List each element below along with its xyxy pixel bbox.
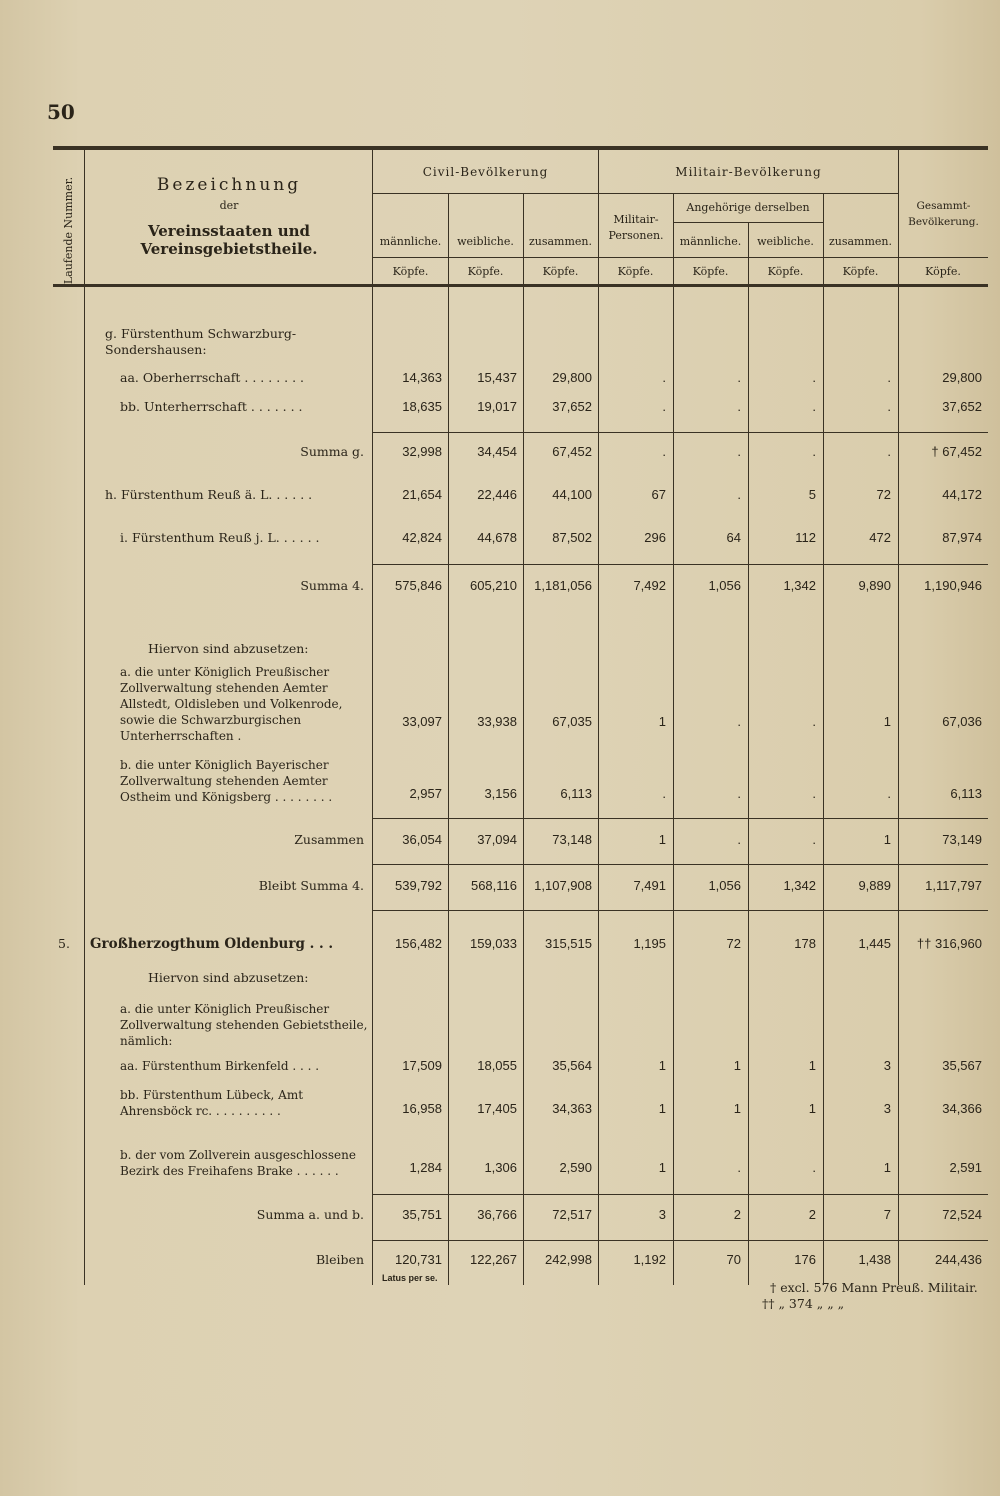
table-cell: 2 (733, 1207, 741, 1222)
table-cell: 176 (794, 1252, 816, 1267)
table-cell: . (812, 1160, 816, 1175)
table-cell: 44,100 (552, 487, 592, 502)
row-label-i: i. Fürstenthum Reuß j. L. . . . . . (120, 530, 320, 545)
militair-male-header: männliche. (679, 235, 742, 248)
table-cell: . (812, 714, 816, 729)
militair-total-header: zusammen. (828, 235, 893, 248)
table-cell: 73,148 (552, 832, 592, 847)
angehoerige-header: Angehörige derselben (686, 201, 810, 214)
koepfe-header-5: Köpfe. (692, 265, 729, 278)
table-cell: 122,267 (470, 1252, 517, 1267)
table-cell: 21,654 (402, 487, 442, 502)
civil-male-header: männliche. (379, 235, 442, 248)
row-label-g-bb: bb. Unterherrschaft . . . . . . . (120, 399, 303, 414)
table-cell: 1,342 (783, 578, 816, 593)
row-label-a-gebietstheile: a. die unter Königlich Preußischer Zollverwaltung stehenden Gebietstheile, nämlich: (120, 1002, 368, 1048)
table-cell: 5 (808, 487, 816, 502)
table-cell: . (662, 399, 666, 414)
table-cell: 33,938 (477, 714, 517, 729)
row-label-oldenburg: Großherzogthum Oldenburg . . . (90, 936, 334, 952)
row-label-hiervon-2: Hiervon sind abzusetzen: (148, 970, 309, 985)
sum-rule-4 (373, 564, 988, 565)
table-cell: 35,567 (942, 1058, 982, 1073)
row-label-h: h. Fürstenthum Reuß ä. L. . . . . . (105, 487, 313, 502)
table-cell: 73,149 (942, 832, 982, 847)
table-cell: 87,502 (552, 530, 592, 545)
table-cell: . (662, 786, 666, 801)
table-cell: 36,766 (477, 1207, 517, 1222)
table-cell: . (737, 444, 741, 459)
table-cell: 42,824 (402, 530, 442, 545)
table-cell: 7,491 (633, 878, 666, 893)
table-cell: . (662, 444, 666, 459)
row-label-summa-4: Summa 4. (300, 578, 364, 593)
table-cell: 539,792 (395, 878, 442, 893)
table-cell: 1,107,908 (534, 878, 592, 893)
row-label-birkenfeld: aa. Fürstenthum Birkenfeld . . . . (120, 1059, 320, 1073)
table-cell: 1 (808, 1101, 816, 1116)
table-cell: 3 (883, 1058, 891, 1073)
table-cell: 1 (808, 1058, 816, 1073)
row-label-g: g. Fürstenthum Schwarzburg-Sondershausen: (105, 326, 297, 357)
designation-subtitle: Vereinsstaaten und Vereinsgebietstheile. (140, 222, 318, 258)
table-cell: 1,192 (633, 1252, 666, 1267)
table-cell: 18,055 (477, 1058, 517, 1073)
koepfe-header-8: Köpfe. (925, 265, 961, 278)
table-cell: . (887, 399, 891, 414)
table-cell: 29,800 (552, 370, 592, 385)
table-cell: 9,889 (858, 878, 891, 893)
militair-personen-header: Militair-Personen. (608, 213, 664, 242)
row-label-summa-ab: Summa a. und b. (256, 1207, 364, 1222)
table-cell: 1 (883, 832, 891, 847)
table-cell: 1,190,946 (924, 578, 982, 593)
table-cell: 37,094 (477, 832, 517, 847)
designation-title: Bezeichnung (156, 175, 302, 195)
koepfe-rule (373, 257, 988, 258)
table-cell: 72,517 (552, 1207, 592, 1222)
table-cell: . (887, 786, 891, 801)
row-label-bleiben: Bleiben (315, 1252, 364, 1267)
sum-rule-summa-ab (373, 1194, 988, 1195)
table-cell: 3,156 (484, 786, 517, 801)
table-cell: 605,210 (470, 578, 517, 593)
header-bottom-rule (53, 284, 988, 287)
koepfe-header-2: Köpfe. (467, 265, 504, 278)
table-cell: 37,652 (552, 399, 592, 414)
col-line-6 (823, 193, 824, 1285)
row-label-a-preuss: a. die unter Königlich Preußischer Zollverwaltung stehenden Aemter Allstedt, Oldisleben und Volkenrode, sowie die Schwarzburgischen Unterherrschaften . (120, 665, 343, 743)
table-cell: . (737, 399, 741, 414)
table-cell: 3 (883, 1101, 891, 1116)
table-cell: 17,405 (477, 1101, 517, 1116)
table-cell: 1,342 (783, 878, 816, 893)
militair-female-header: weibliche. (757, 235, 814, 248)
designation-header (86, 175, 372, 258)
table-cell: 64 (726, 530, 741, 545)
table-cell: . (737, 714, 741, 729)
table-cell: 3 (658, 1207, 666, 1222)
table-cell: . (812, 370, 816, 385)
table-cell: 1,117,797 (925, 878, 982, 893)
table-cell: 568,116 (470, 878, 517, 893)
subheader-rule-civil (373, 193, 598, 194)
table-cell: 120,731 (395, 1252, 442, 1267)
table-cell: 242,998 (545, 1252, 592, 1267)
sum-rule-bleiben (373, 1240, 988, 1241)
table-cell: 22,446 (477, 487, 517, 502)
civil-header: Civil-Bevölkerung (422, 165, 549, 179)
table-cell: . (737, 1160, 741, 1175)
designation-der: der (219, 199, 239, 212)
row-label-g-aa: aa. Oberherrschaft . . . . . . . . (120, 370, 305, 385)
table-cell: . (887, 444, 891, 459)
table-cell: 575,846 (395, 578, 442, 593)
table-cell: 7,492 (633, 578, 666, 593)
table-cell: . (812, 399, 816, 414)
table-cell: 34,454 (477, 444, 517, 459)
table-cell: 6,113 (950, 786, 982, 801)
subheader-rule-militair (599, 193, 898, 194)
table-cell: 70 (726, 1252, 741, 1267)
page-number: 50 (47, 100, 75, 124)
sum-rule-bleibt (373, 864, 988, 865)
table-cell: 1,284 (409, 1160, 442, 1175)
table-cell: 1 (658, 1058, 666, 1073)
table-cell: 1,438 (858, 1252, 891, 1267)
table-cell: 472 (869, 530, 891, 545)
row-label-hiervon-1: Hiervon sind abzusetzen: (148, 641, 309, 656)
table-cell: 7 (883, 1207, 891, 1222)
row-label-luebeck: bb. Fürstenthum Lübeck, Amt Ahrensböck rc. . . . . . . . . . (120, 1088, 304, 1118)
table-cell: 1,181,056 (534, 578, 592, 593)
table-cell: 67 (651, 487, 666, 502)
row-label-b-bayer: b. die unter Königlich Bayerischer Zollverwaltung stehenden Aemter Ostheim und Königsberg . . . . . . . . (120, 758, 333, 804)
table-cell: 1 (658, 1160, 666, 1175)
table-cell: 14,363 (402, 370, 442, 385)
table-cell: 67,035 (552, 714, 592, 729)
table-cell: 15,437 (477, 370, 517, 385)
koepfe-header-3: Köpfe. (542, 265, 579, 278)
table-cell: 72,524 (942, 1207, 982, 1222)
table-cell: 44,172 (942, 487, 982, 502)
col-line-number (84, 150, 85, 1285)
table-cell: . (737, 487, 741, 502)
koepfe-header-7: Köpfe. (842, 265, 879, 278)
table-cell: 1 (733, 1101, 741, 1116)
table-cell: 67,452 (552, 444, 592, 459)
table-cell: 2,591 (949, 1160, 982, 1175)
table-cell: 2,590 (559, 1160, 592, 1175)
table-cell: 1,056 (708, 878, 741, 893)
table-cell: 1,306 (484, 1160, 517, 1175)
civil-female-header: weibliche. (457, 235, 514, 248)
koepfe-header-6: Köpfe. (767, 265, 804, 278)
table-cell: 112 (795, 530, 816, 545)
table-cell: 315,515 (545, 936, 592, 951)
table-cell: 1 (658, 714, 666, 729)
table-cell: 87,974 (942, 530, 982, 545)
table-cell: 178 (794, 936, 816, 951)
sum-rule-zusammen (373, 818, 988, 819)
table-cell: †† 316,960 (916, 936, 982, 951)
civil-total-header: zusammen. (528, 235, 593, 248)
table-cell: 34,363 (552, 1101, 592, 1116)
table-cell: 17,509 (402, 1058, 442, 1073)
table-cell: 1 (733, 1058, 741, 1073)
table-cell: 9,890 (858, 578, 891, 593)
table-cell: 72 (876, 487, 891, 502)
table-cell: 159,033 (470, 936, 517, 951)
table-cell: 35,751 (402, 1207, 442, 1222)
table-cell: 16,958 (402, 1101, 442, 1116)
table-top-rule (53, 146, 988, 150)
table-cell: 1,195 (633, 936, 666, 951)
table-cell: 67,036 (942, 714, 982, 729)
table-cell: 19,017 (477, 399, 517, 414)
table-cell: 1 (883, 1160, 891, 1175)
table-cell: 2 (808, 1207, 816, 1222)
footnote-1: † excl. 576 Mann Preuß. Militair. (770, 1280, 978, 1295)
col-line-1 (448, 193, 449, 1285)
table-cell: 33,097 (402, 714, 442, 729)
table-cell: 2,957 (409, 786, 442, 801)
table-cell: . (812, 444, 816, 459)
row-number-5: 5. (58, 936, 70, 951)
table-cell: 36,054 (402, 832, 442, 847)
table-cell: . (812, 786, 816, 801)
table-cell: 1 (658, 1101, 666, 1116)
table-cell: 1 (883, 714, 891, 729)
table-cell: † 67,452 (931, 444, 982, 459)
table-cell: 29,800 (942, 370, 982, 385)
running-number-header: Laufende Nummer. (62, 176, 76, 284)
table-cell: 1 (658, 832, 666, 847)
row-label-summa-g: Summa g. (300, 444, 364, 459)
col-line-4 (673, 193, 674, 1285)
table-cell: . (737, 786, 741, 801)
table-cell: 34,366 (942, 1101, 982, 1116)
table-cell: . (662, 370, 666, 385)
table-cell: 156,482 (395, 936, 442, 951)
table-cell: . (737, 370, 741, 385)
koepfe-header-1: Köpfe. (392, 265, 429, 278)
sum-rule-g (373, 432, 988, 433)
table-cell: 244,436 (935, 1252, 982, 1267)
col-line-2 (523, 193, 524, 1285)
koepfe-header-4: Köpfe. (617, 265, 654, 278)
table-cell: 37,652 (942, 399, 982, 414)
latus-note: Latus per se. (382, 1273, 438, 1283)
table-cell: 32,998 (402, 444, 442, 459)
table-cell: . (737, 832, 741, 847)
table-cell: 296 (644, 530, 666, 545)
table-cell: . (887, 370, 891, 385)
table-cell: 18,635 (402, 399, 442, 414)
table-cell: 44,678 (477, 530, 517, 545)
gesammt-header: Gesammt-Bevölkerung. (908, 200, 979, 228)
table-cell: 1,056 (708, 578, 741, 593)
row-label-brake: b. der vom Zollverein ausgeschlossene Bezirk des Freihafens Brake . . . . . . (120, 1148, 356, 1178)
table-cell: 6,113 (560, 786, 592, 801)
militair-header: Militair-Bevölkerung (675, 165, 822, 179)
sum-rule-bleibt-2 (373, 910, 988, 911)
row-label-bleibt-summa: Bleibt Summa 4. (258, 878, 364, 893)
table-cell: 35,564 (552, 1058, 592, 1073)
table-cell: 72 (726, 936, 741, 951)
table-cell: . (812, 832, 816, 847)
table-cell: 1,445 (858, 936, 891, 951)
row-label-zusammen: Zusammen (294, 832, 364, 847)
footnote-2: †† „ 374 „ „ „ (762, 1296, 845, 1311)
